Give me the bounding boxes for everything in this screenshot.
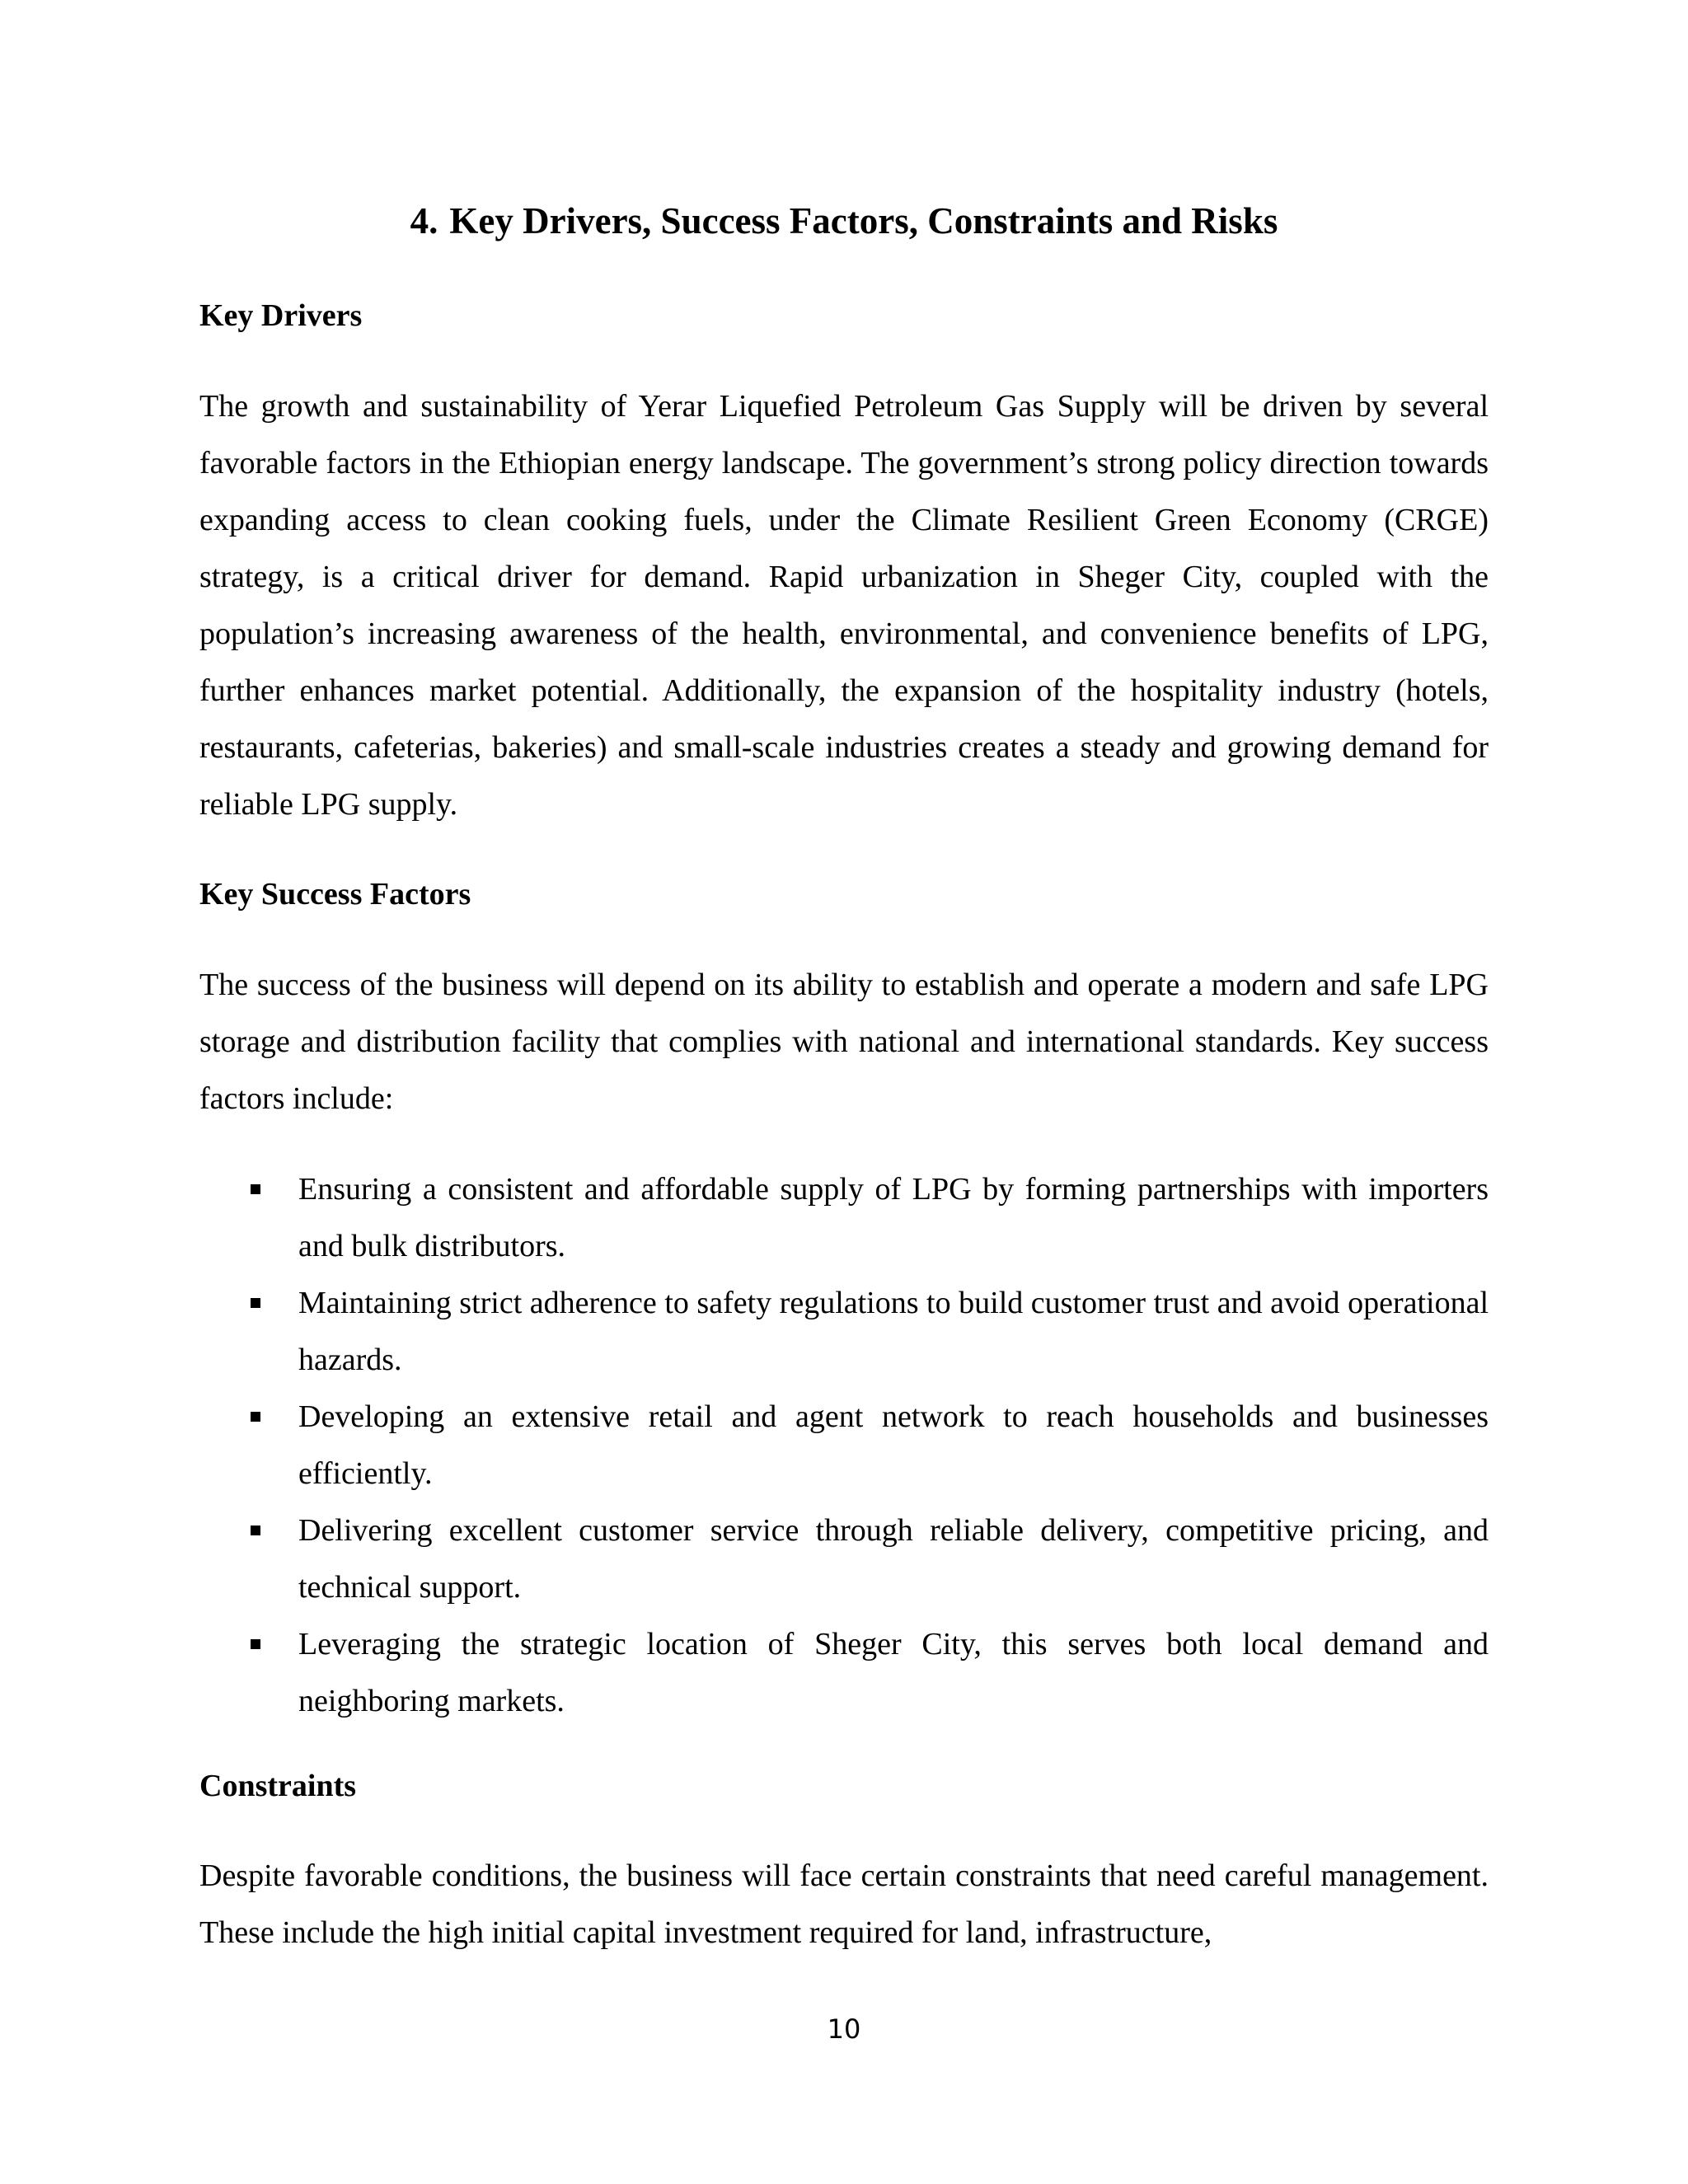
list-item xyxy=(199,1389,1489,1502)
constraints-paragraph: Despite favorable conditions, the business will face certain constraints that need careful management. These include the high initial capital investment required for land, infrastructure, xyxy=(199,1858,1489,1950)
square-bullet-icon xyxy=(251,1184,260,1194)
section-title-text: Key Drivers, Success Factors, Constraints and Risks xyxy=(449,200,1278,241)
square-bullet-icon xyxy=(251,1298,260,1308)
list-item-text: Maintaining strict adherence to safety regulations to build customer trust and avoid operational hazards. xyxy=(298,1286,1489,1377)
key-success-factors-paragraph: The success of the business will depend on its ability to establish and operate a modern and safe LPG storage and distribution facility that complies with national and international standards. Key success factors include: xyxy=(199,968,1489,1116)
list-item xyxy=(199,1161,1489,1275)
section-number: 4. xyxy=(410,200,438,241)
success-factors-list xyxy=(199,1161,1489,1730)
square-bullet-icon xyxy=(251,1639,260,1649)
list-item-text: Leveraging the strategic location of Sheger City, this serves both local demand and neighboring markets. xyxy=(298,1627,1489,1718)
list-item xyxy=(199,1502,1489,1616)
list-item xyxy=(199,1275,1489,1389)
key-drivers-paragraph: The growth and sustainability of Yerar Liquefied Petroleum Gas Supply will be driven by several favorable factors in the Ethiopian energy landscape. The government’s strong policy direction towards expanding access to clean cooking fuels, under the Climate Resilient Green Economy (CRGE) strategy, is a critical driver for demand. Rapid urbanization in Sheger City, coupled with the population’s increasing awareness of the health, environmental, and convenience benefits of LPG, further enhances market potential. Additionally, the expansion of the hospitality industry (hotels, restaurants, cafeterias, bakeries) and small-scale industries creates a steady and growing demand for reliable LPG supply. xyxy=(199,389,1489,822)
list-item xyxy=(199,1616,1489,1730)
square-bullet-icon xyxy=(251,1526,260,1535)
key-drivers-heading: Key Drivers xyxy=(199,298,363,333)
list-item-text: Developing an extensive retail and agent network to reach households and businesses efficiently. xyxy=(298,1399,1489,1491)
key-success-factors-heading: Key Success Factors xyxy=(199,877,471,912)
list-item-text: Delivering excellent customer service through reliable delivery, competitive pricing, and technical support. xyxy=(298,1513,1489,1605)
section-title xyxy=(0,196,1688,246)
list-item-text: Ensuring a consistent and affordable supply of LPG by forming partnerships with importers and bulk distributors. xyxy=(298,1172,1489,1263)
constraints-heading: Constraints xyxy=(199,1769,357,1803)
square-bullet-icon xyxy=(251,1412,260,1422)
page-number: 10 xyxy=(827,2013,861,2045)
